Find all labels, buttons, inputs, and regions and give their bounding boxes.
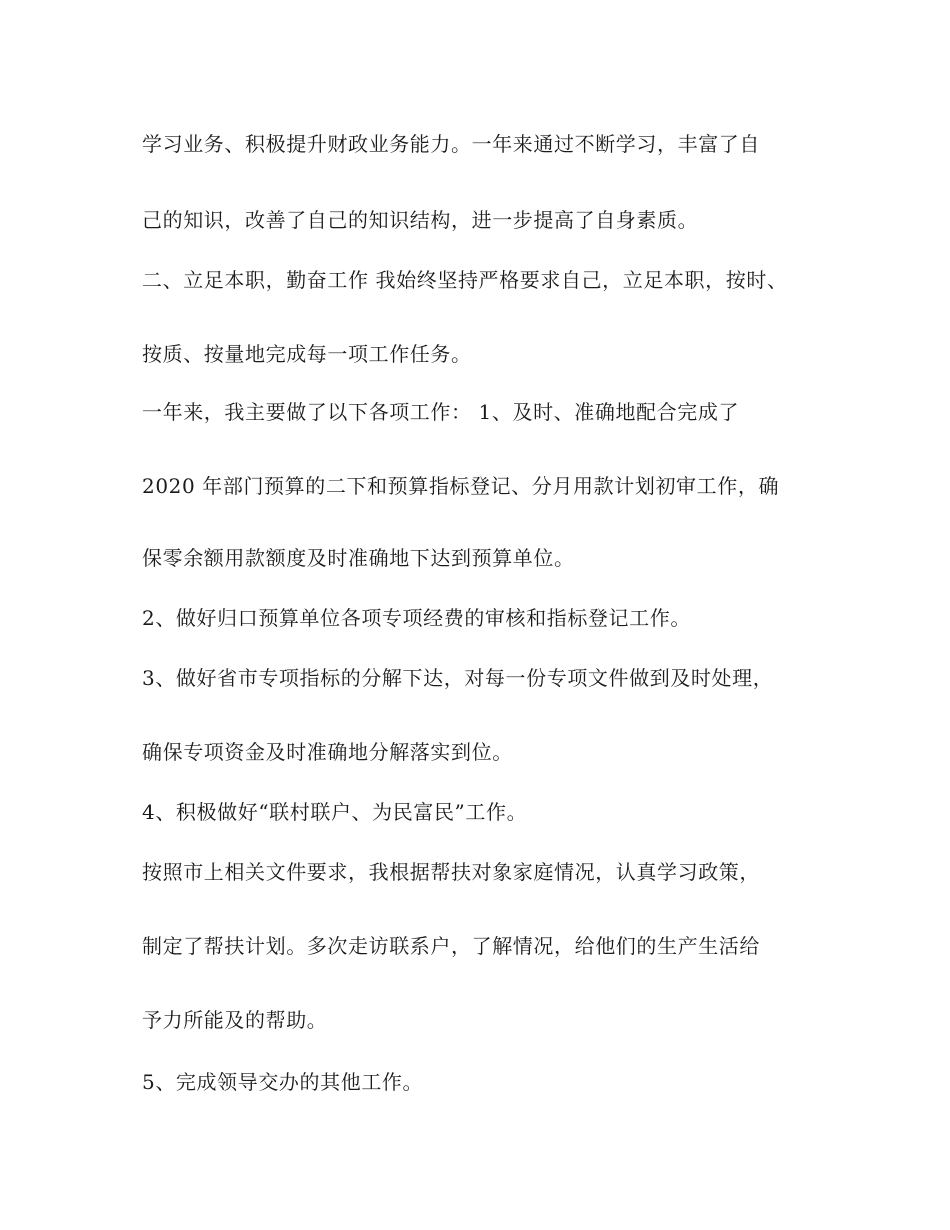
text-line: 按照市上相关文件要求，我根据帮扶对象家庭情况，认真学习政策，: [142, 860, 760, 884]
section-heading-line: 二、立足本职，勤奋工作 我始终坚持严格要求自己，立足本职，按时、: [142, 268, 788, 292]
text-line: 2020 年部门预算的二下和预算指标登记、分月用款计划初审工作，确: [142, 474, 780, 498]
text-line: 予力所能及的帮助。: [142, 1008, 328, 1032]
list-item-line: 3、做好省市专项指标的分解下达，对每一份专项文件做到及时处理，: [142, 666, 774, 690]
list-item-line: 4、积极做好“联村联户、为民富民”工作。: [142, 800, 528, 824]
text-line: 一年来，我主要做了以下各项工作： 1、及时、准确地配合完成了: [142, 400, 740, 424]
text-line: 保零余额用款额度及时准确地下达到预算单位。: [142, 546, 575, 570]
text-line: 学习业务、积极提升财政业务能力。一年来通过不断学习，丰富了自: [142, 132, 760, 156]
text-line: 确保专项资金及时准确地分解落实到位。: [142, 740, 513, 764]
list-item-line: 5、完成领导交办的其他工作。: [142, 1070, 424, 1094]
text-line: 己的知识，改善了自己的知识结构，进一步提高了自身素质。: [142, 208, 699, 232]
list-item-line: 2、做好归口预算单位各项专项经费的审核和指标登记工作。: [142, 606, 691, 630]
text-line: 制定了帮扶计划。多次走访联系户，了解情况，给他们的生产生活给: [142, 934, 760, 958]
text-line: 按质、按量地完成每一项工作任务。: [142, 342, 472, 366]
